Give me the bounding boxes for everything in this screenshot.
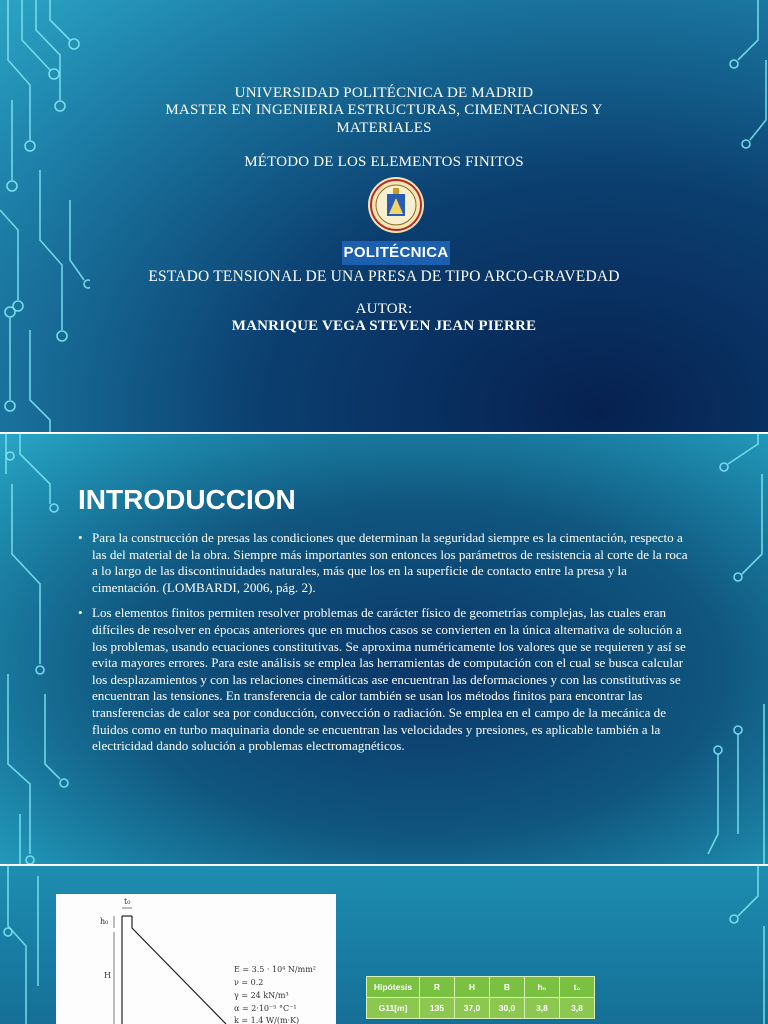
- table-header-cell: t₀: [560, 977, 595, 998]
- circuit-decoration-left: [0, 434, 80, 864]
- politecnica-brand-label: POLITÉCNICA: [342, 241, 450, 265]
- table-cell: 3,8: [525, 998, 560, 1019]
- title-slide: [0, 0, 768, 432]
- table-header-cell: Hipótesis: [367, 977, 420, 998]
- circuit-decoration-right: [708, 866, 768, 1024]
- hypothesis-table: [366, 976, 595, 1019]
- course-name: MÉTODO DE LOS ELEMENTOS FINITOS: [244, 154, 524, 170]
- table-row: [367, 998, 595, 1019]
- circuit-decoration-left: [0, 866, 50, 1024]
- prop-gamma: γ = 24 kN/m³: [234, 991, 289, 1000]
- master-program-line2: MATERIALES: [336, 120, 432, 136]
- thesis-title: ESTADO TENSIONAL DE UNA PRESA DE TIPO ARCO-GRAVEDAD: [148, 268, 620, 285]
- table-header-cell: h₀: [525, 977, 560, 998]
- circuit-decoration-right: [698, 434, 768, 864]
- author-label: AUTOR:: [355, 301, 413, 317]
- dim-label-t0: t₀: [124, 897, 131, 906]
- university-seal-logo: [367, 176, 425, 234]
- circuit-decoration-left: [0, 0, 90, 432]
- table-cell: 135: [420, 998, 455, 1019]
- table-cell: 3,8: [560, 998, 595, 1019]
- section-title: INTRODUCCION: [78, 484, 296, 515]
- prop-k: k = 1.4 W/(m·K): [234, 1016, 300, 1024]
- table-cell: G11[m]: [367, 998, 420, 1019]
- circuit-decoration-right: [698, 0, 768, 432]
- author-name: MANRIQUE VEGA STEVEN JEAN PIERRE: [231, 318, 537, 334]
- bullet-item-2: • Los elementos finitos permiten resolver problemas de carácter físico de geometrías complejas, las cuales eran difíciles de resolver en épocas anteriores que en muchos casos se convierten en la única alternativa de solución a los problemas, usando ecuaciones constitutivas. Se aproxima numéricamente los valores que se requieren y así se evita mayores errores. Para este análisis se emplea las herramientas de computación con el cual se busca calcular los desplazamientos y con las relaciones cinemáticas ase encuentran las deformaciones y con las constitutivas se encuentran las tensiones. En transferencia de calor también se usan los métodos finitos para encontrar las transferencias de calor sea por conducción, convección o radiación. Se emplea en el campo de la mecánica de fluidos como en turbo maquinaria donde se encuentran las velocidades y presiones, es aplicable también a la electricidad dando solución a problemas electromagnéticos.: [78, 605, 690, 754]
- bullet-item-1: • Para la construcción de presas las condiciones que determinan la seguridad siempre es la cimentación, respecto a las del material de la obra. Siempre más importantes son entonces los parámetros de resistencia al corte de la roca a lo largo de las discontinuidades naturales, más que los en la superficie de contacto entre la presa y la cimentación. (LOMBARDI, 2006, pág. 2).: [78, 530, 690, 596]
- dim-label-H: H: [104, 971, 111, 980]
- dam-section-figure: [56, 894, 336, 1024]
- table-header-cell: H: [455, 977, 490, 998]
- bullet-list: [78, 530, 690, 764]
- table-cell: 37,0: [455, 998, 490, 1019]
- prop-alpha: α = 2·10⁻⁵ °C⁻¹: [234, 1004, 297, 1013]
- dim-label-h0: h₀: [100, 917, 109, 926]
- table-header-cell: R: [420, 977, 455, 998]
- prop-E: E = 3.5 · 10⁴ N/mm²: [234, 965, 316, 974]
- master-program-line1: MASTER EN INGENIERIA ESTRUCTURAS, CIMENTACIONES Y: [165, 102, 603, 118]
- table-header-row: [367, 977, 595, 998]
- table-cell: 30,0: [490, 998, 525, 1019]
- university-name: UNIVERSIDAD POLITÉCNICA DE MADRID: [234, 85, 534, 101]
- table-header-cell: B: [490, 977, 525, 998]
- prop-nu: ν = 0.2: [234, 978, 264, 987]
